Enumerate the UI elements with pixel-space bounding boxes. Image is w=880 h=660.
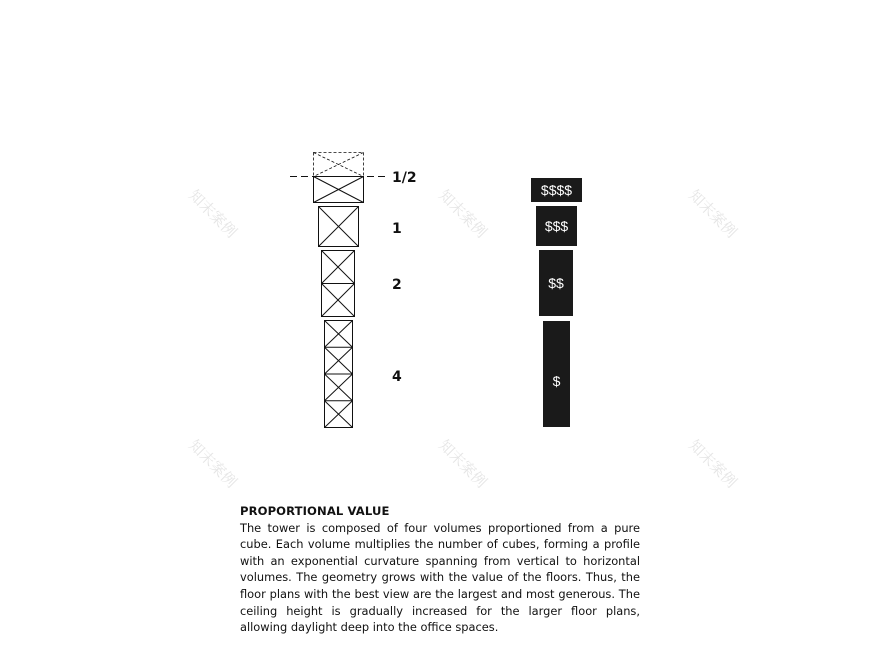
volume-one-cube [319, 207, 359, 247]
watermark: 知末案例 [435, 186, 491, 242]
caption-body: The tower is composed of four volumes proportioned from a pure cube. Each volume multiplies the number of cubes, forming a profile with an exponential curvature spanning from vertical to horizontal volumes. The geometry grows with the value of the floors. Thus, the floor plans with the best view are the largest and most generous. The ceiling height is gradually increased for the larger floor plans, allowing daylight deep into the office spaces. [240, 520, 640, 635]
watermark: 知末案例 [685, 186, 741, 242]
ratio-labels [392, 170, 417, 385]
ratio-label-one: 1 [392, 221, 402, 237]
ratio-label-two: 2 [392, 277, 402, 293]
ratio-label-four: 4 [392, 369, 402, 385]
value-label-middle: $$ [548, 275, 564, 291]
value-label-upper: $$$ [544, 218, 569, 234]
watermark: 知末案例 [185, 436, 241, 492]
watermark: 知末案例 [685, 436, 741, 492]
value-label-base: $ [552, 373, 561, 389]
watermark: 知末案例 [435, 436, 491, 492]
value-blocks [531, 178, 582, 427]
caption-title: PROPORTIONAL VALUE [240, 504, 390, 518]
volume-four-cubes [325, 321, 353, 428]
caption [240, 503, 640, 636]
volume-half-cube [314, 177, 364, 203]
half-cube-dashed-outline [314, 153, 364, 177]
volume-two-cubes [322, 251, 355, 317]
watermark: 知末案例 [185, 186, 241, 242]
value-label-top: $$$$ [540, 182, 573, 198]
cube-tower-outline [290, 153, 387, 428]
watermarks [185, 186, 740, 491]
ratio-label-half: 1/2 [392, 170, 417, 186]
